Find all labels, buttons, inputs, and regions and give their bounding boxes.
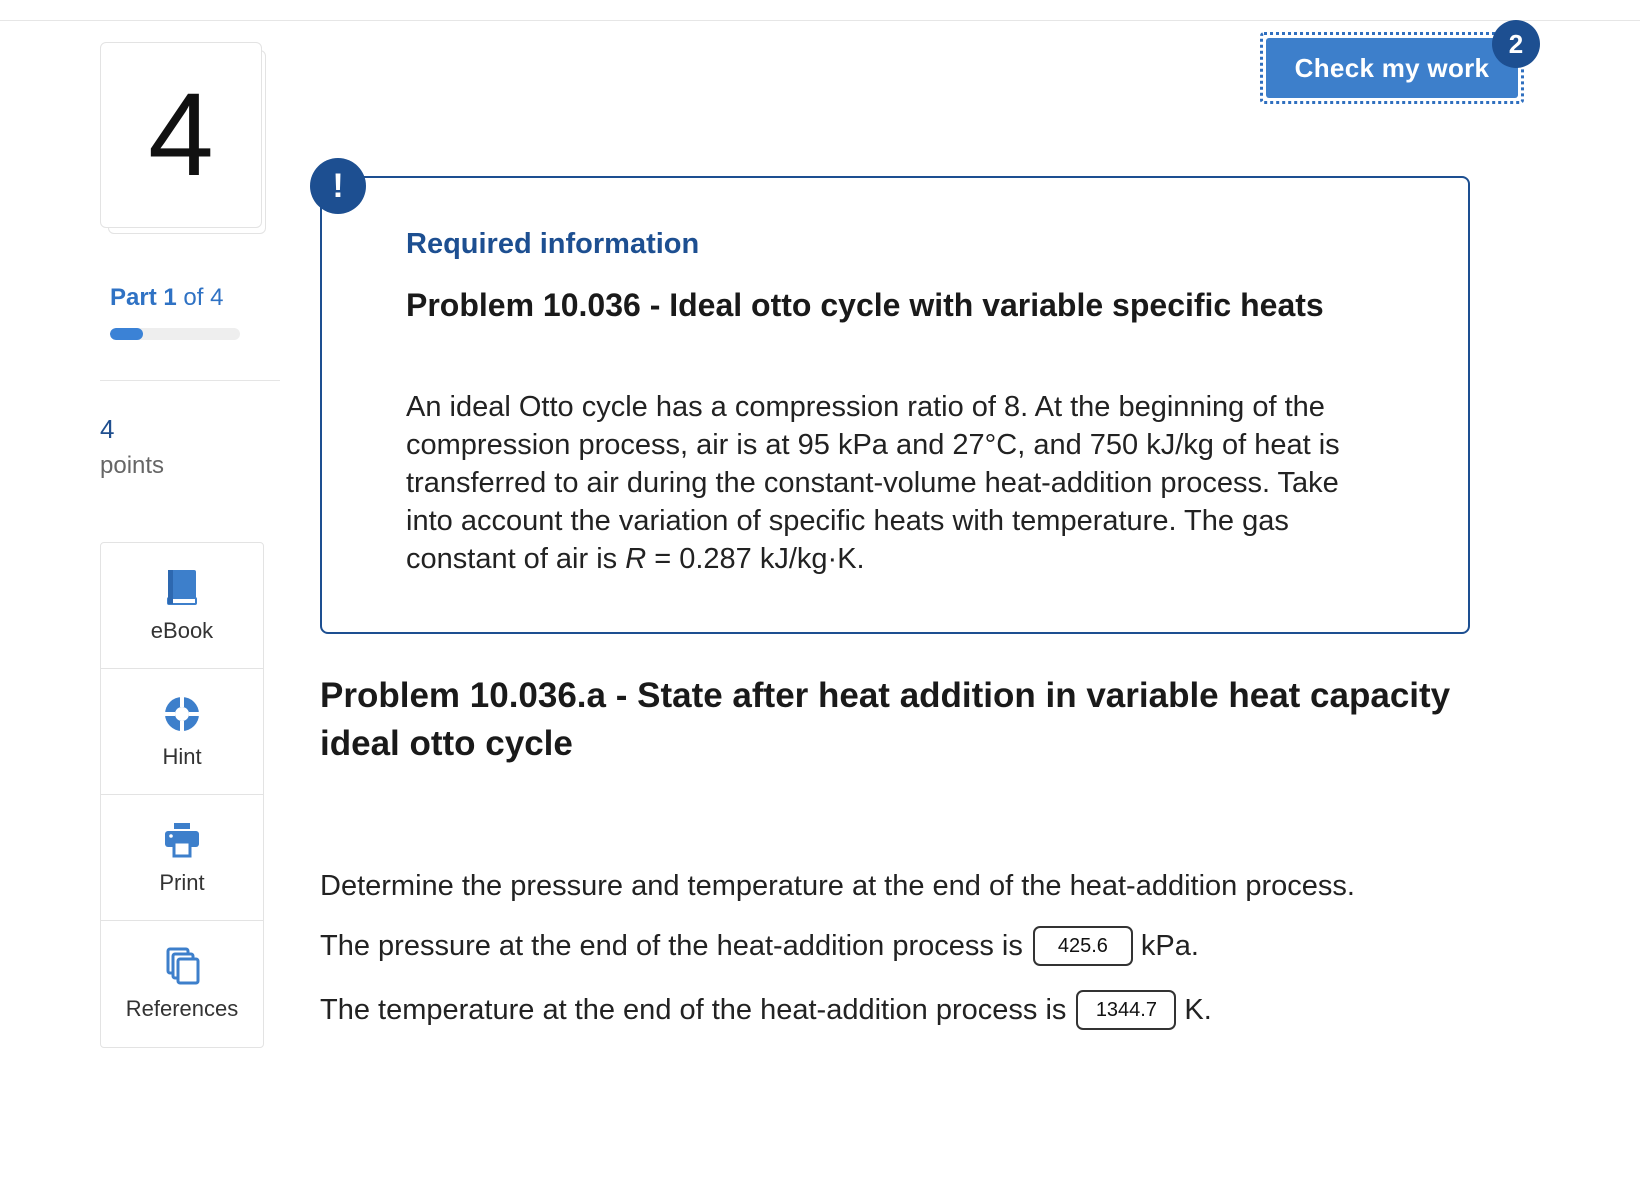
copy-icon bbox=[162, 946, 202, 986]
tool-label-hint: Hint bbox=[162, 743, 202, 769]
part-prefix: Part bbox=[110, 284, 164, 311]
pressure-unit: kPa. bbox=[1140, 929, 1199, 962]
temperature-unit: K. bbox=[1184, 993, 1212, 1026]
tool-label-print: Print bbox=[159, 869, 205, 895]
part-current: 1 bbox=[163, 284, 177, 311]
gas-constant-symbol: R bbox=[625, 543, 647, 575]
points-label: points bbox=[100, 452, 165, 479]
tool-label-references: References bbox=[125, 996, 239, 1021]
sidebar-divider bbox=[100, 380, 280, 381]
part-suffix: of 4 bbox=[176, 284, 224, 311]
question-number: 4 bbox=[148, 69, 214, 201]
check-attempts-badge: 2 bbox=[1492, 20, 1540, 68]
temperature-answer-line bbox=[320, 990, 1212, 1030]
required-info-heading: Required information bbox=[406, 228, 700, 260]
question-number-card bbox=[100, 42, 258, 226]
check-my-work-button[interactable]: Check my work bbox=[1266, 38, 1518, 98]
tool-label-ebook: eBook bbox=[150, 617, 214, 643]
problem-title: Problem 10.036 - Ideal otto cycle with variable specific heats bbox=[406, 287, 1324, 323]
instruction-text: Determine the pressure and temperature at the end of the heat-addition process. bbox=[320, 870, 1355, 902]
hint-button[interactable] bbox=[101, 669, 263, 795]
problem-body bbox=[406, 388, 1386, 578]
card-front bbox=[100, 42, 262, 228]
problem-body-text: An ideal Otto cycle has a compression ratio of 8. At the beginning of the compression process, air is at 95 kPa and 27°C, and 750 kJ/kg of heat is transferred to air during the constant-volume heat-addition process. Take into account the variation of specific heats with temperature. The gas constant of air is bbox=[406, 391, 1340, 575]
temperature-prefix: The temperature at the end of the heat-addition process is bbox=[320, 993, 1067, 1026]
pressure-answer-line bbox=[320, 926, 1199, 966]
part-progress-bar bbox=[110, 328, 240, 340]
printer-icon bbox=[162, 820, 202, 860]
problem-body-end: = 0.287 kJ/kg·K. bbox=[646, 543, 865, 575]
book-icon bbox=[162, 568, 202, 608]
print-button[interactable] bbox=[101, 795, 263, 921]
part-indicator bbox=[110, 284, 223, 312]
pressure-answer-field[interactable]: 425.6 bbox=[1033, 926, 1133, 966]
check-my-work-focus-ring bbox=[1260, 32, 1524, 104]
part-progress-fill bbox=[110, 328, 143, 340]
sub-problem-title: Problem 10.036.a - State after heat addition in variable heat capacity ideal otto cycle bbox=[320, 676, 1451, 763]
lifebuoy-icon bbox=[162, 694, 202, 734]
top-divider bbox=[0, 20, 1640, 21]
pressure-prefix: The pressure at the end of the heat-addition process is bbox=[320, 929, 1023, 962]
tool-panel bbox=[100, 542, 264, 1048]
references-button[interactable] bbox=[101, 921, 263, 1047]
temperature-answer-field[interactable]: 1344.7 bbox=[1076, 990, 1176, 1030]
points-value: 4 bbox=[100, 414, 115, 444]
alert-icon: ! bbox=[310, 158, 366, 214]
ebook-button[interactable] bbox=[101, 543, 263, 669]
